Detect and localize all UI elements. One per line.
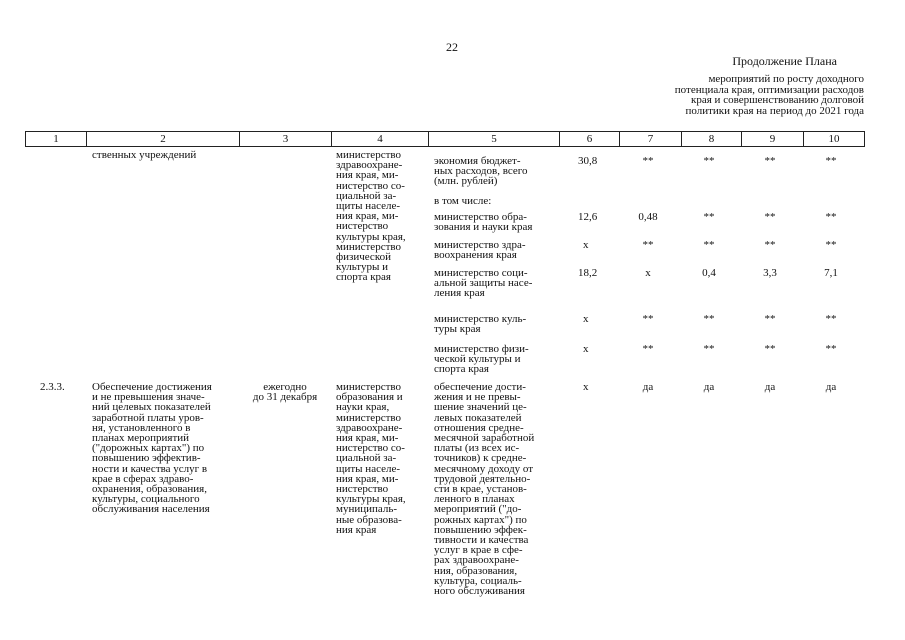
cell-c10: ** [825, 155, 837, 167]
indicator-salary: обеспечение дости- жения и не превы- шение значений це- левых показателей отношения средне- месячной заработной платы (из всех ис- точников) к средне- месячному доходу от трудовой деятельно- сти в крае, установ- ленного в планах мероприятий ("до- рожных картах") по повышению эффек- тивности и качества услуг в крае в сфе- рах здравоохране- ния, образования, культура, социаль- ного обслуживания [434, 381, 535, 598]
cell-c8: ** [703, 239, 715, 251]
cell-c8: ** [703, 211, 715, 223]
cell-c8: ** [703, 313, 715, 325]
column-header-row [25, 131, 865, 147]
col-header-1: 1 [26, 132, 87, 147]
cell-c10: ** [825, 239, 837, 251]
indicator-health: министерство здра- воохранения края [434, 239, 526, 262]
col-header-4: 4 [332, 132, 429, 147]
cell-c6: х [583, 381, 589, 393]
cell-c6: 12,6 [578, 211, 598, 223]
cell-c10: 7,1 [824, 267, 838, 279]
col-header-3: 3 [240, 132, 332, 147]
col-header-5: 5 [429, 132, 560, 147]
col-header-10: 10 [804, 132, 865, 147]
indicator-sport: министерство физи- ческой культуры и спорта края [434, 343, 529, 376]
including-label: в том числе: [434, 195, 492, 207]
cell-c9: ** [764, 343, 776, 355]
cell-c7: ** [642, 313, 654, 325]
measure-name: Обеспечение достижения и не превышения значе- ний целевых показателей заработной платы уров- ня, установленного в планах мероприятий ("дорожных картах") по повышению эффектив- ности и качества услуг в крае в сферах здраво- охранения, образования, культуры, социального обслуживания населения [92, 381, 212, 516]
block1-executors: министерство здравоохране- ния края, ми- нистерство со- циальной за- щиты населе- ния края, ми- нистерство культуры края, министерство физической культуры и спорта края [336, 149, 406, 284]
cell-c10: ** [825, 211, 837, 223]
cell-c9: ** [764, 313, 776, 325]
cell-c10: да [825, 381, 837, 393]
cell-c6: х [583, 239, 589, 251]
cell-c6: 30,8 [578, 155, 598, 167]
cell-c6: х [583, 313, 589, 325]
cell-c9: ** [764, 211, 776, 223]
cell-c9: 3,3 [763, 267, 777, 279]
indicator-education: министерство обра- зования и науки края [434, 211, 533, 234]
cell-c7: ** [642, 239, 654, 251]
cell-c10: ** [825, 343, 837, 355]
col-header-2: 2 [87, 132, 240, 147]
cell-c9: ** [764, 155, 776, 167]
cell-c9: ** [764, 239, 776, 251]
cell-c6: х [583, 343, 589, 355]
continuation-title: Продолжение Плана [732, 54, 837, 68]
plan-title: мероприятий по росту доходного потенциала края, оптимизации расходов края и совершенствованию долговой политики края на период до 2021 года [674, 73, 864, 117]
cell-c8: 0,4 [702, 267, 716, 279]
indicator-culture: министерство куль- туры края [434, 313, 527, 336]
indicator-social: министерство соци- альной защиты насе- ления края [434, 267, 533, 300]
cell-c7: ** [642, 155, 654, 167]
col-header-6: 6 [560, 132, 620, 147]
cell-c9: да [764, 381, 776, 393]
cell-c7: х [645, 267, 651, 279]
col-header-8: 8 [682, 132, 742, 147]
cell-c8: да [703, 381, 715, 393]
cell-c6: 18,2 [578, 267, 598, 279]
cell-c8: ** [703, 155, 715, 167]
col-header-9: 9 [742, 132, 804, 147]
indicator-total-savings: экономия бюджет- ных расходов, всего (млн. рублей) [434, 155, 528, 188]
measure-name-tail: ственных учреждений [92, 149, 197, 161]
measure-number: 2.3.3. [40, 381, 65, 393]
cell-c7: 0,48 [638, 211, 658, 223]
col-header-7: 7 [620, 132, 682, 147]
block2-executors: министерство образования и науки края, министерство здравоохране- ния края, ми- нистерство со- циальной за- щиты населе- ния края, ми- нистерство культуры края, муниципаль- ные образова- ния края [336, 381, 406, 536]
cell-c7: ** [642, 343, 654, 355]
page-number: 22 [446, 40, 458, 54]
cell-c10: ** [825, 313, 837, 325]
cell-c8: ** [703, 343, 715, 355]
cell-c7: да [642, 381, 654, 393]
deadline: ежегодно до 31 декабря [252, 381, 318, 404]
